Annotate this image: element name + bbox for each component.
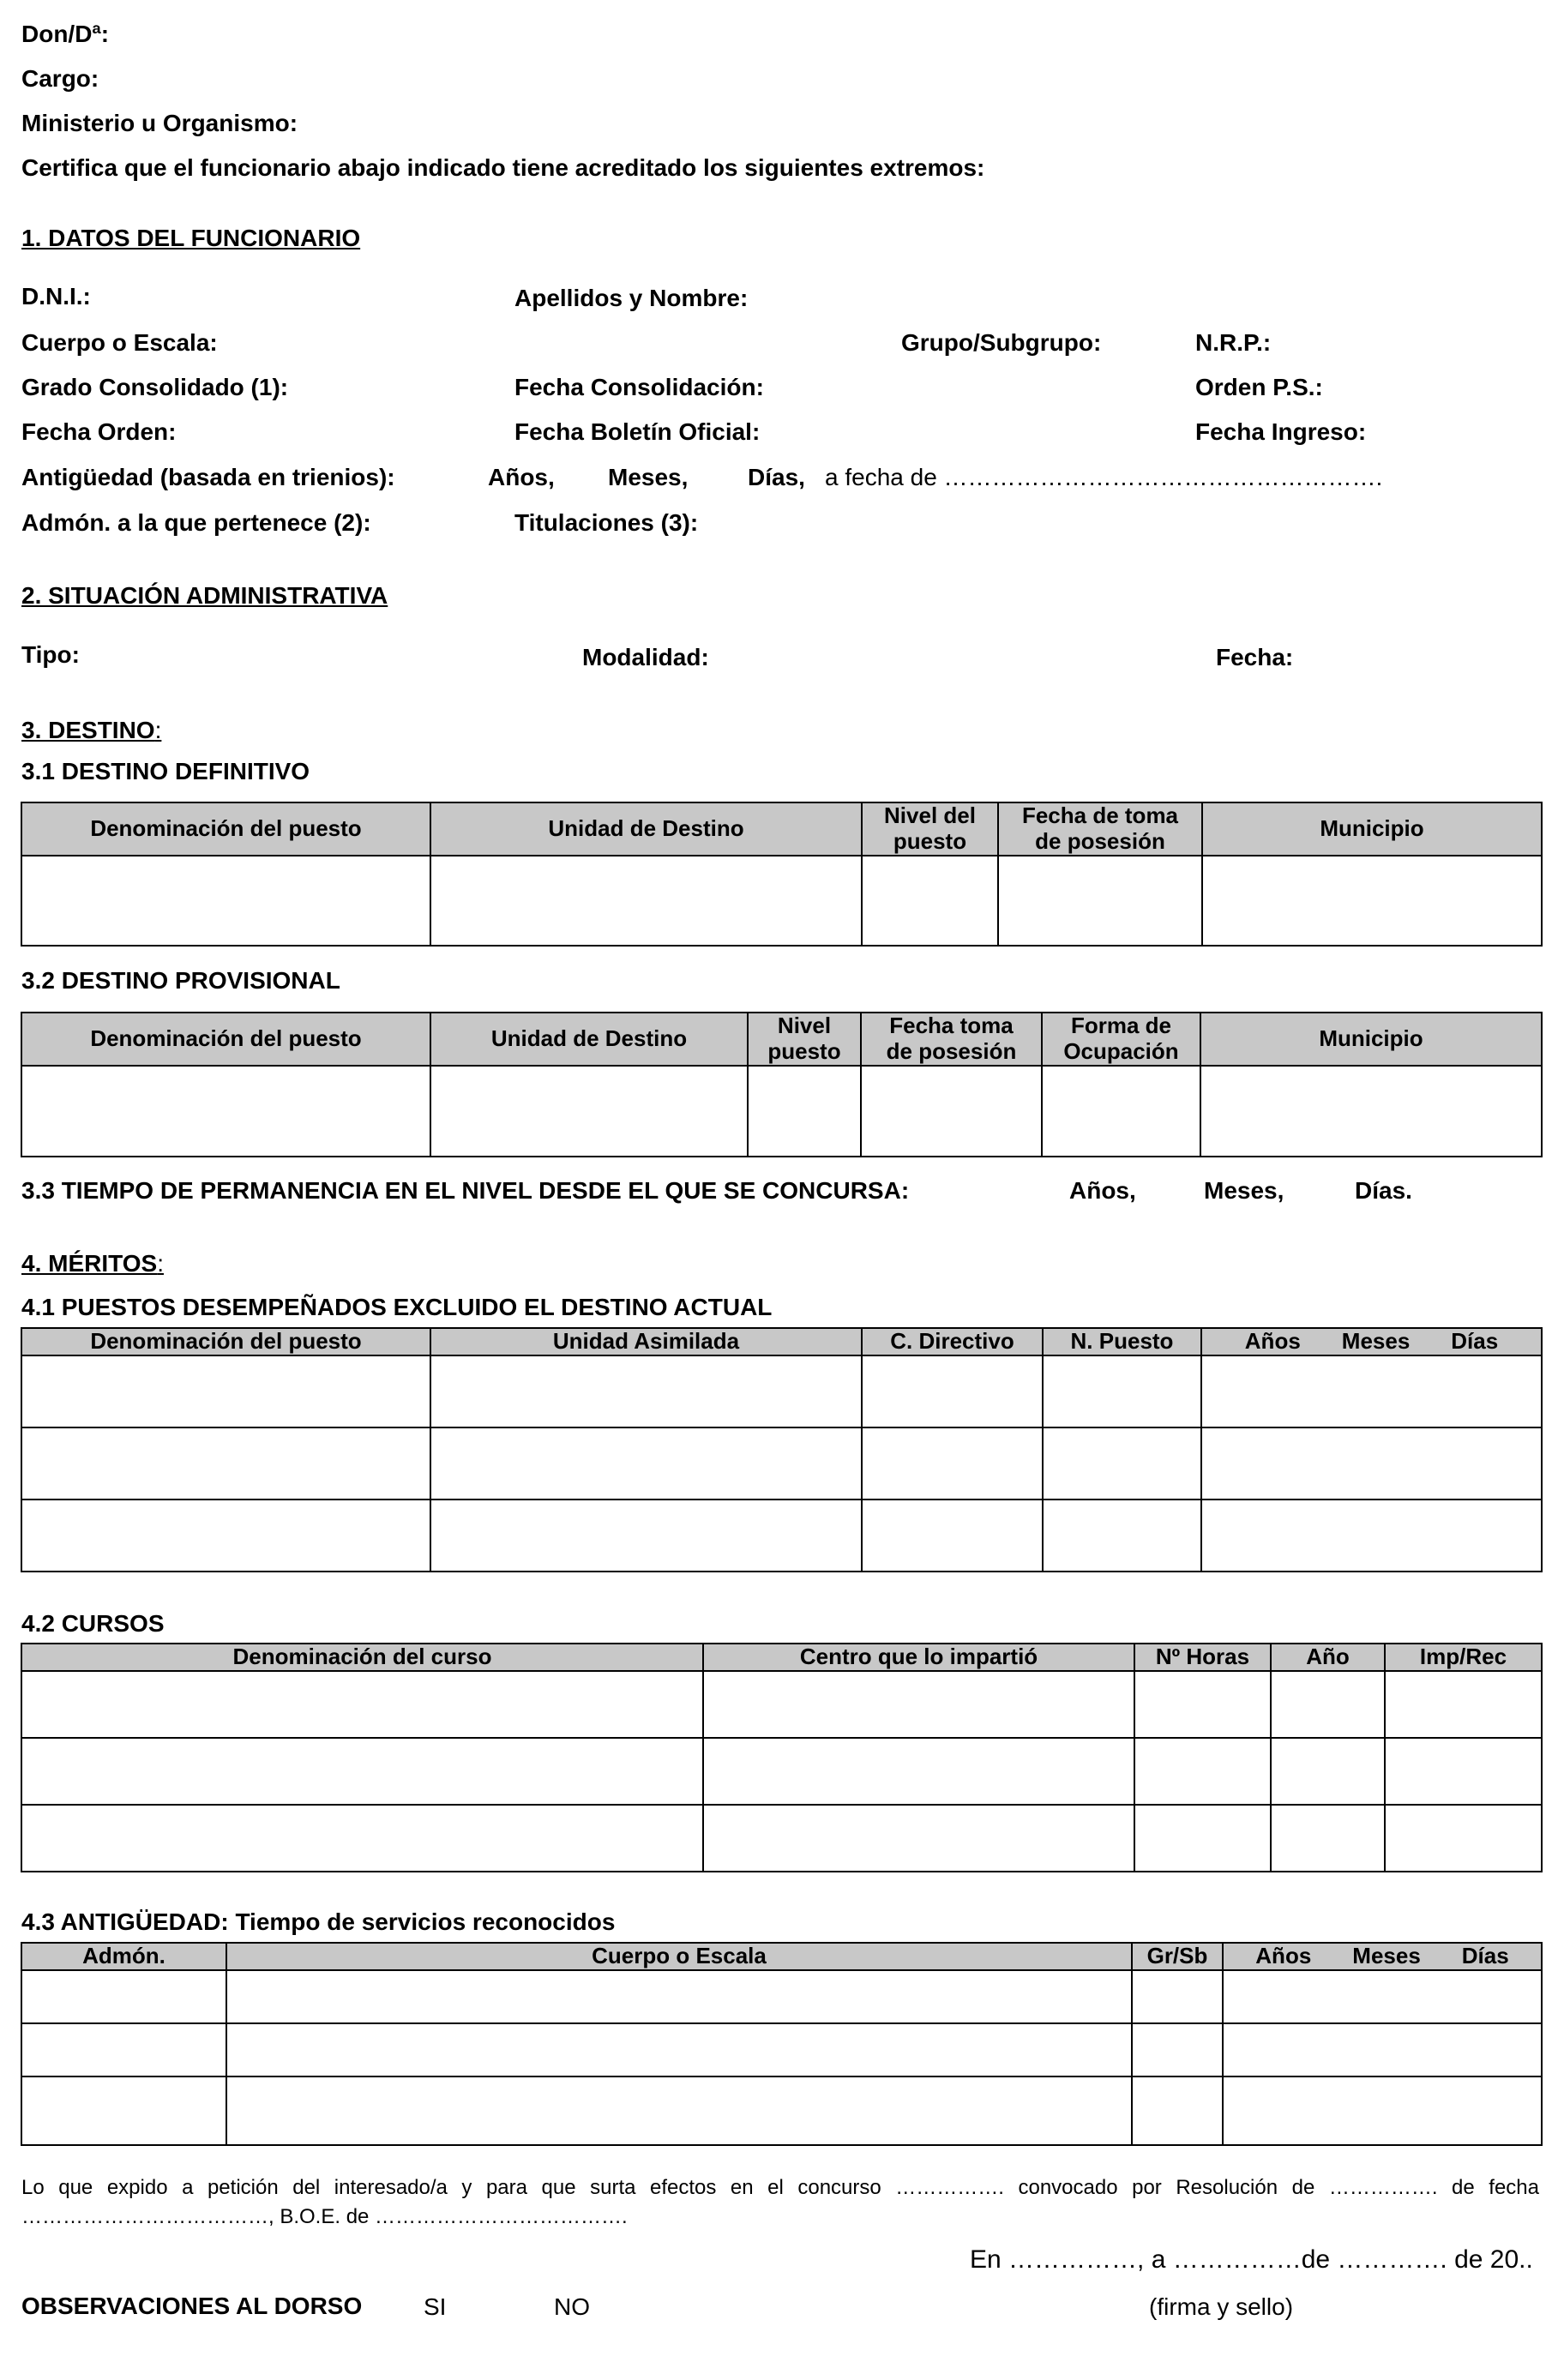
table-cell[interactable] bbox=[21, 856, 430, 946]
table-cell[interactable] bbox=[862, 856, 998, 946]
col-nivel bbox=[862, 802, 998, 856]
table-cell[interactable] bbox=[21, 1500, 430, 1572]
table-cell[interactable] bbox=[1202, 856, 1542, 946]
no-option[interactable]: NO bbox=[554, 2293, 590, 2320]
destino-provisional-table bbox=[21, 1012, 1543, 1157]
col-unidad-asimilada: Unidad Asimilada bbox=[430, 1328, 862, 1355]
table-row bbox=[21, 1427, 1542, 1500]
table-row bbox=[21, 1671, 1542, 1738]
tipo-label: Tipo: bbox=[21, 641, 80, 668]
table-cell[interactable] bbox=[861, 1066, 1042, 1157]
table-cell[interactable] bbox=[998, 856, 1202, 946]
puestos-table bbox=[21, 1327, 1543, 1572]
fecha-orden-label: Fecha Orden: bbox=[21, 418, 177, 445]
grupo-label: Grupo/Subgrupo: bbox=[901, 329, 1102, 356]
fecha-label: Fecha: bbox=[1216, 644, 1294, 670]
puestos-title: 4.1 PUESTOS DESEMPEÑADOS EXCLUIDO EL DESTINO ACTUAL bbox=[21, 1294, 773, 1320]
table-cell[interactable] bbox=[1201, 1500, 1542, 1572]
admon-label: Admón. a la que pertenece (2): bbox=[21, 509, 371, 536]
table-cell[interactable] bbox=[1043, 1500, 1201, 1572]
permanencia-meses: Meses, bbox=[1204, 1177, 1284, 1204]
table-cell[interactable] bbox=[1223, 2076, 1542, 2145]
table-row bbox=[21, 1970, 1542, 2023]
table-cell[interactable] bbox=[1385, 1671, 1542, 1738]
table-cell[interactable] bbox=[1201, 1355, 1542, 1427]
cuerpo-label: Cuerpo o Escala: bbox=[21, 329, 218, 356]
cursos-table bbox=[21, 1643, 1543, 1872]
grado-label: Grado Consolidado (1): bbox=[21, 374, 289, 400]
section-3-title-text: 3. DESTINO bbox=[21, 717, 155, 743]
col-tiempo bbox=[1223, 1943, 1542, 1970]
apellidos-label: Apellidos y Nombre: bbox=[514, 285, 749, 311]
firma-label: (firma y sello) bbox=[1149, 2293, 1294, 2320]
cursos-title: 4.2 CURSOS bbox=[21, 1610, 165, 1637]
table-cell[interactable] bbox=[21, 1671, 703, 1738]
orden-ps-label: Orden P.S.: bbox=[1195, 374, 1323, 400]
antiguedad-title bbox=[21, 1910, 615, 1934]
table-cell[interactable] bbox=[21, 1355, 430, 1427]
col-fecha-toma-line1: Fecha de toma bbox=[1021, 802, 1179, 829]
col-dias: Días bbox=[1451, 1328, 1499, 1354]
table-cell[interactable] bbox=[21, 2023, 226, 2076]
antiguedad-table bbox=[21, 1942, 1543, 2146]
table-cell[interactable] bbox=[1223, 1970, 1542, 2023]
col-cuerpo: Cuerpo o Escala bbox=[226, 1943, 1132, 1970]
table-cell[interactable] bbox=[430, 856, 862, 946]
observaciones-label: OBSERVACIONES AL DORSO bbox=[21, 2293, 363, 2319]
table-cell[interactable] bbox=[1132, 2023, 1223, 2076]
col-denominacion: Denominación del puesto bbox=[21, 1013, 430, 1066]
table-cell[interactable] bbox=[1385, 1738, 1542, 1805]
table-cell[interactable] bbox=[1385, 1805, 1542, 1872]
col-denominacion-curso: Denominación del curso bbox=[21, 1644, 703, 1671]
table-cell[interactable] bbox=[21, 2076, 226, 2145]
table-cell[interactable] bbox=[1042, 1066, 1200, 1157]
permanencia-dias: Días. bbox=[1355, 1177, 1412, 1204]
table-cell[interactable] bbox=[862, 1427, 1043, 1500]
col-nivel-line2: puesto bbox=[893, 828, 967, 854]
table-row bbox=[21, 856, 1542, 946]
col-municipio: Municipio bbox=[1202, 802, 1542, 856]
table-row bbox=[21, 1066, 1542, 1157]
table-cell[interactable] bbox=[703, 1805, 1134, 1872]
antiguedad-dias: Días, bbox=[748, 464, 805, 490]
table-cell[interactable] bbox=[1134, 1671, 1271, 1738]
table-cell[interactable] bbox=[1134, 1738, 1271, 1805]
table-cell[interactable] bbox=[1043, 1427, 1201, 1500]
col-fecha-toma-line1: Fecha toma bbox=[889, 1013, 1014, 1039]
section-3-colon: : bbox=[154, 717, 162, 743]
table-cell[interactable] bbox=[1223, 2023, 1542, 2076]
col-unidad: Unidad de Destino bbox=[430, 802, 862, 856]
antiguedad-title-rest: Tiempo de servicios reconocidos bbox=[235, 1908, 616, 1935]
section-4-colon: : bbox=[157, 1250, 164, 1277]
col-forma-line1: Forma de bbox=[1070, 1013, 1172, 1039]
table-cell[interactable] bbox=[1201, 1427, 1542, 1500]
destino-definitivo-title: 3.1 DESTINO DEFINITIVO bbox=[21, 758, 310, 784]
certificate-text: Lo que expido a petición del interesado/a y para que surta efectos en el concurso ……………. convocado por Resolución de ……………. de fecha ………………………………, B.O.E. de ………………………………. bbox=[21, 2176, 1539, 2228]
fecha-consolidacion-label: Fecha Consolidación: bbox=[514, 374, 764, 400]
col-c-directivo: C. Directivo bbox=[862, 1328, 1043, 1355]
table-cell[interactable] bbox=[1271, 1671, 1385, 1738]
table-cell[interactable] bbox=[1134, 1805, 1271, 1872]
col-nivel-line1: Nivel bbox=[777, 1013, 832, 1039]
fecha-boletin-label: Fecha Boletín Oficial: bbox=[514, 418, 761, 445]
section-3-title bbox=[21, 718, 161, 742]
table-cell[interactable] bbox=[430, 1500, 862, 1572]
table-cell[interactable] bbox=[21, 1970, 226, 2023]
col-denominacion: Denominación del puesto bbox=[21, 1328, 430, 1355]
col-centro: Centro que lo impartió bbox=[703, 1644, 1134, 1671]
ministerio-label: Ministerio u Organismo: bbox=[21, 110, 298, 136]
don-label: Don/Dª: bbox=[21, 21, 110, 47]
table-cell[interactable] bbox=[226, 1970, 1132, 2023]
table-row bbox=[21, 2023, 1542, 2076]
table-cell[interactable] bbox=[1271, 1805, 1385, 1872]
titulaciones-label: Titulaciones (3): bbox=[514, 509, 699, 536]
si-option[interactable]: SI bbox=[424, 2293, 447, 2320]
table-cell[interactable] bbox=[862, 1355, 1043, 1427]
place-date-line: En ……………, a ……………de …………. de 20.. bbox=[970, 2245, 1533, 2274]
table-cell[interactable] bbox=[1271, 1738, 1385, 1805]
table-cell[interactable] bbox=[703, 1738, 1134, 1805]
col-fecha-toma-line2: de posesión bbox=[886, 1038, 1017, 1064]
table-cell[interactable] bbox=[1132, 1970, 1223, 2023]
cargo-label: Cargo: bbox=[21, 65, 99, 92]
section-4-title-text: 4. MÉRITOS bbox=[21, 1250, 158, 1277]
col-municipio: Municipio bbox=[1200, 1013, 1542, 1066]
antiguedad-meses: Meses, bbox=[608, 464, 689, 490]
table-cell[interactable] bbox=[430, 1066, 748, 1157]
table-cell[interactable] bbox=[21, 1066, 430, 1157]
col-n-puesto: N. Puesto bbox=[1043, 1328, 1201, 1355]
destino-provisional-title: 3.2 DESTINO PROVISIONAL bbox=[21, 967, 340, 994]
col-meses: Meses bbox=[1341, 1328, 1411, 1354]
col-dias: Días bbox=[1461, 1943, 1509, 1968]
col-fecha-toma-line2: de posesión bbox=[1035, 828, 1165, 854]
table-row bbox=[21, 1500, 1542, 1572]
section-2-title: 2. SITUACIÓN ADMINISTRATIVA bbox=[21, 582, 388, 609]
destino-definitivo-table bbox=[21, 802, 1543, 947]
table-row bbox=[21, 1805, 1542, 1872]
table-cell[interactable] bbox=[703, 1671, 1134, 1738]
dni-label: D.N.I.: bbox=[21, 283, 91, 310]
antiguedad-anos: Años, bbox=[488, 464, 555, 490]
antiguedad-fecha: a fecha de ………………………………………………. bbox=[825, 464, 1383, 490]
col-anos: Años bbox=[1255, 1943, 1312, 1968]
col-admon: Admón. bbox=[21, 1943, 226, 1970]
col-fecha-toma bbox=[861, 1013, 1042, 1066]
col-nivel-line1: Nivel del bbox=[884, 802, 976, 829]
col-meses: Meses bbox=[1352, 1943, 1421, 1968]
table-cell[interactable] bbox=[430, 1427, 862, 1500]
col-anos: Años bbox=[1244, 1328, 1301, 1354]
table-row bbox=[21, 2076, 1542, 2145]
col-ano: Año bbox=[1271, 1644, 1385, 1671]
col-gr-sb: Gr/Sb bbox=[1132, 1943, 1223, 1970]
col-unidad: Unidad de Destino bbox=[430, 1013, 748, 1066]
certifica-text: Certifica que el funcionario abajo indicado tiene acreditado los siguientes extremos: bbox=[21, 154, 985, 181]
section-1-title: 1. DATOS DEL FUNCIONARIO bbox=[21, 225, 361, 251]
col-imp-rec: Imp/Rec bbox=[1385, 1644, 1542, 1671]
antiguedad-label: Antigüedad (basada en trienios): bbox=[21, 464, 395, 490]
col-nivel bbox=[748, 1013, 861, 1066]
table-cell[interactable] bbox=[1043, 1355, 1201, 1427]
col-denominacion: Denominación del puesto bbox=[21, 802, 430, 856]
antiguedad-title-prefix: 4.3 ANTIGÜEDAD: bbox=[21, 1908, 229, 1935]
modalidad-label: Modalidad: bbox=[582, 644, 709, 670]
col-nivel-line2: puesto bbox=[767, 1038, 841, 1064]
col-forma-ocupacion bbox=[1042, 1013, 1200, 1066]
nrp-label: N.R.P.: bbox=[1195, 329, 1272, 356]
table-cell[interactable] bbox=[21, 1427, 430, 1500]
table-cell[interactable] bbox=[1200, 1066, 1542, 1157]
col-forma-line2: Ocupación bbox=[1063, 1038, 1179, 1064]
table-row bbox=[21, 1355, 1542, 1427]
table-cell[interactable] bbox=[226, 2023, 1132, 2076]
col-tiempo bbox=[1201, 1328, 1542, 1355]
permanencia-label: 3.3 TIEMPO DE PERMANENCIA EN EL NIVEL DESDE EL QUE SE CONCURSA: bbox=[21, 1177, 910, 1204]
col-horas: Nº Horas bbox=[1134, 1644, 1271, 1671]
table-cell[interactable] bbox=[1132, 2076, 1223, 2145]
table-cell[interactable] bbox=[862, 1500, 1043, 1572]
col-fecha-toma bbox=[998, 802, 1202, 856]
table-cell[interactable] bbox=[226, 2076, 1132, 2145]
fecha-ingreso-label: Fecha Ingreso: bbox=[1195, 418, 1367, 445]
table-cell[interactable] bbox=[748, 1066, 861, 1157]
table-cell[interactable] bbox=[21, 1738, 703, 1805]
table-cell[interactable] bbox=[430, 1355, 862, 1427]
permanencia-anos: Años, bbox=[1069, 1177, 1136, 1204]
table-row bbox=[21, 1738, 1542, 1805]
section-4-title bbox=[21, 1252, 164, 1276]
table-cell[interactable] bbox=[21, 1805, 703, 1872]
